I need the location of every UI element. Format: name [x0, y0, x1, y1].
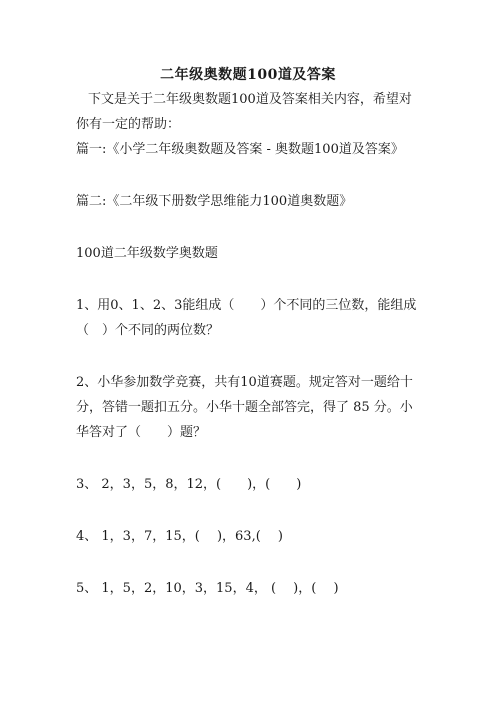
- part-two-link: 篇二:《二年级下册数学思维能力100道奥数题》: [76, 194, 353, 209]
- question-2-line-3: 华答对了（ ）题？: [76, 425, 207, 440]
- question-5: 5、 1，5，2，10，3，15，4， ( )，( ): [76, 581, 339, 596]
- part-one-link: 篇一:《小学二年级奥数题及答案 - 奥数题100道及答案》: [76, 142, 404, 157]
- question-4: 4、 1，3，7，15，( )，63,( ): [76, 529, 283, 544]
- question-3: 3、 2，3，5，8，12，( )，( ): [76, 477, 302, 492]
- document-title: 二年级奥数题100道及答案: [160, 67, 336, 83]
- question-1-line-2: （ ）个不同的两位数？: [76, 323, 220, 338]
- question-2-line-2: 分，答错一题扣五分。小华十题全部答完，得了 85 分。小: [76, 400, 413, 415]
- intro-line-1: 下文是关于二年级奥数题100道及答案相关内容，希望对: [88, 92, 412, 107]
- intro-line-2: 你有一定的帮助：: [76, 117, 181, 132]
- question-1-line-1: 1、用0、1、2、3能组成（ ）个不同的三位数，能组成: [76, 298, 417, 313]
- section-heading: 100道二年级数学奥数题: [76, 246, 218, 261]
- question-2-line-1: 2、小华参加数学竞赛，共有10道赛题。规定答对一题给十: [76, 375, 413, 390]
